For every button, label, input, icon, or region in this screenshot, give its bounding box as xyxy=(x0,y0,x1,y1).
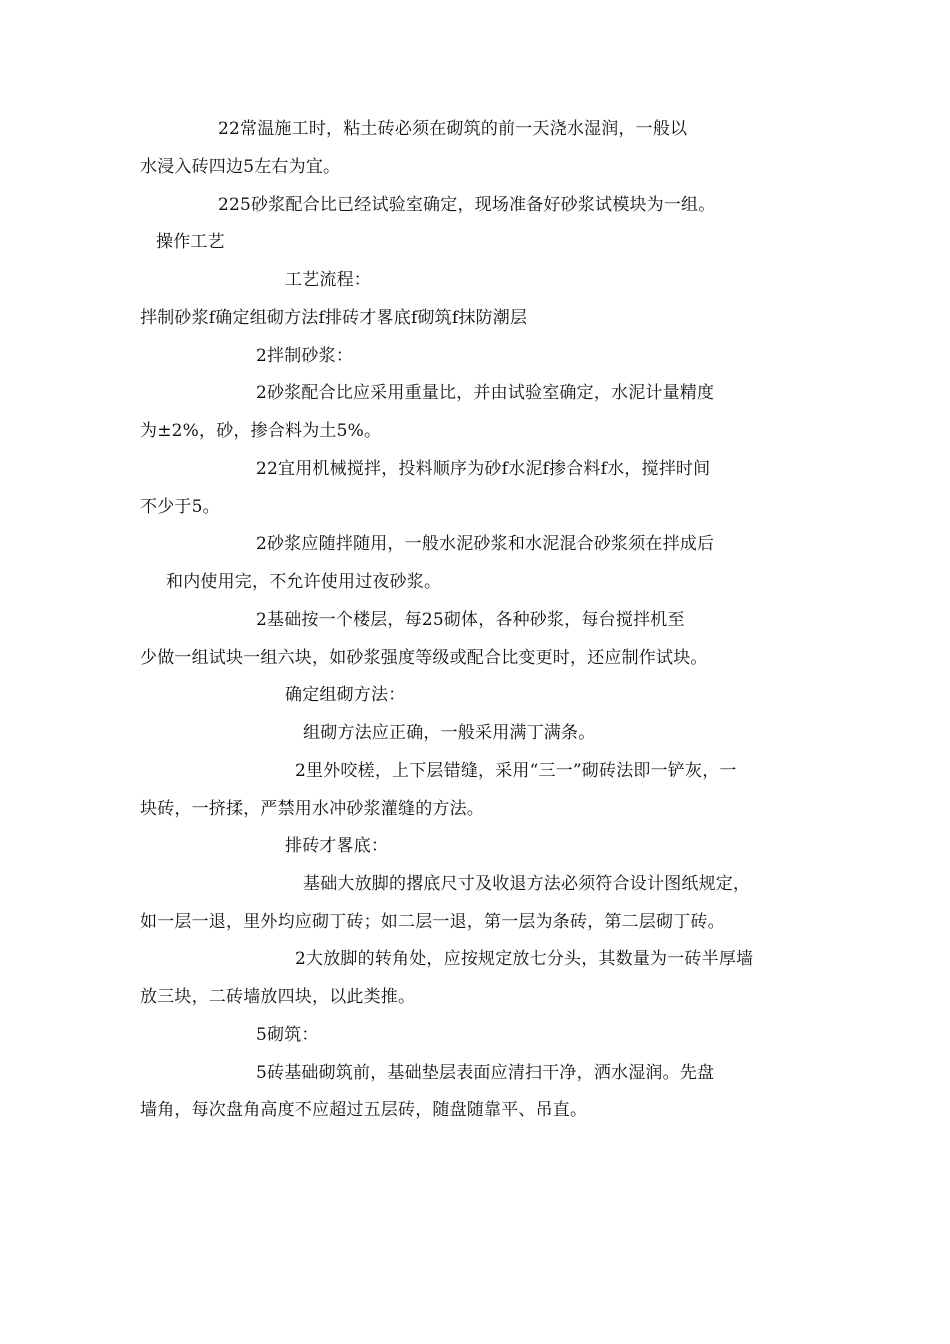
text-line: 基础大放脚的撂底尺寸及收退方法必须符合设计图纸规定， xyxy=(303,874,751,894)
text-line: 2大放脚的转角处，应按规定放七分头，其数量为一砖半厚墙 xyxy=(295,949,754,969)
section-heading: 操作工艺 xyxy=(156,232,225,252)
text-line: 2里外咬槎，上下层错缝，采用“三一”砌砖法即一铲灰，一 xyxy=(295,761,737,781)
text-line: 22常温施工时，粘土砖必须在砌筑的前一天浇水湿润，一般以 xyxy=(218,119,688,139)
text-line: 22宜用机械搅拌，投料顺序为砂f水泥f掺合料f水，搅拌时间 xyxy=(256,459,711,479)
text-line: 2砂浆配合比应采用重量比，并由试验室确定，水泥计量精度 xyxy=(256,383,715,403)
text-line: 拌制砂浆f确定组砌方法f排砖才畧底f砌筑f抹防潮层 xyxy=(140,308,528,328)
text-line: 块砖，一挤揉，严禁用水冲砂浆灌缝的方法。 xyxy=(140,799,484,819)
subsection-heading: 工艺流程： xyxy=(285,270,371,290)
text-line: 为±2%，砂，掺合料为土5%。 xyxy=(140,421,382,441)
subsection-heading: 确定组砌方法： xyxy=(285,685,406,705)
text-line: 和内使用完，不允许使用过夜砂浆。 xyxy=(166,572,442,592)
text-line: 2基础按一个楼层，每25砌体，各种砂浆，每台搅拌机至 xyxy=(256,610,685,630)
text-line: 少做一组试块一组六块，如砂浆强度等级或配合比变更时，还应制作试块。 xyxy=(140,648,708,668)
text-line: 水浸入砖四边5左右为宜。 xyxy=(140,157,341,177)
text-line: 5砖基础砌筑前，基础垫层表面应清扫干净，洒水湿润。先盘 xyxy=(256,1063,715,1083)
text-line: 组砌方法应正确，一般采用满丁满条。 xyxy=(303,723,596,743)
text-line: 如一层一退，里外均应砌丁砖；如二层一退，第一层为条砖，第二层砌丁砖。 xyxy=(140,912,725,932)
text-line: 墙角，每次盘角高度不应超过五层砖，随盘随靠平、吊直。 xyxy=(140,1100,588,1120)
subsection-heading: 排砖才畧底： xyxy=(285,836,389,856)
text-line: 225砂浆配合比已经试验室确定，现场准备好砂浆试模块为一组。 xyxy=(218,195,716,215)
subsection-heading: 2拌制砂浆： xyxy=(256,346,354,366)
subsection-heading: 5砌筑： xyxy=(256,1025,319,1045)
text-line: 2砂浆应随拌随用，一般水泥砂浆和水泥混合砂浆须在拌成后 xyxy=(256,534,715,554)
text-line: 放三块，二砖墙放四块，以此类推。 xyxy=(140,987,416,1007)
text-line: 不少于5。 xyxy=(140,497,220,517)
